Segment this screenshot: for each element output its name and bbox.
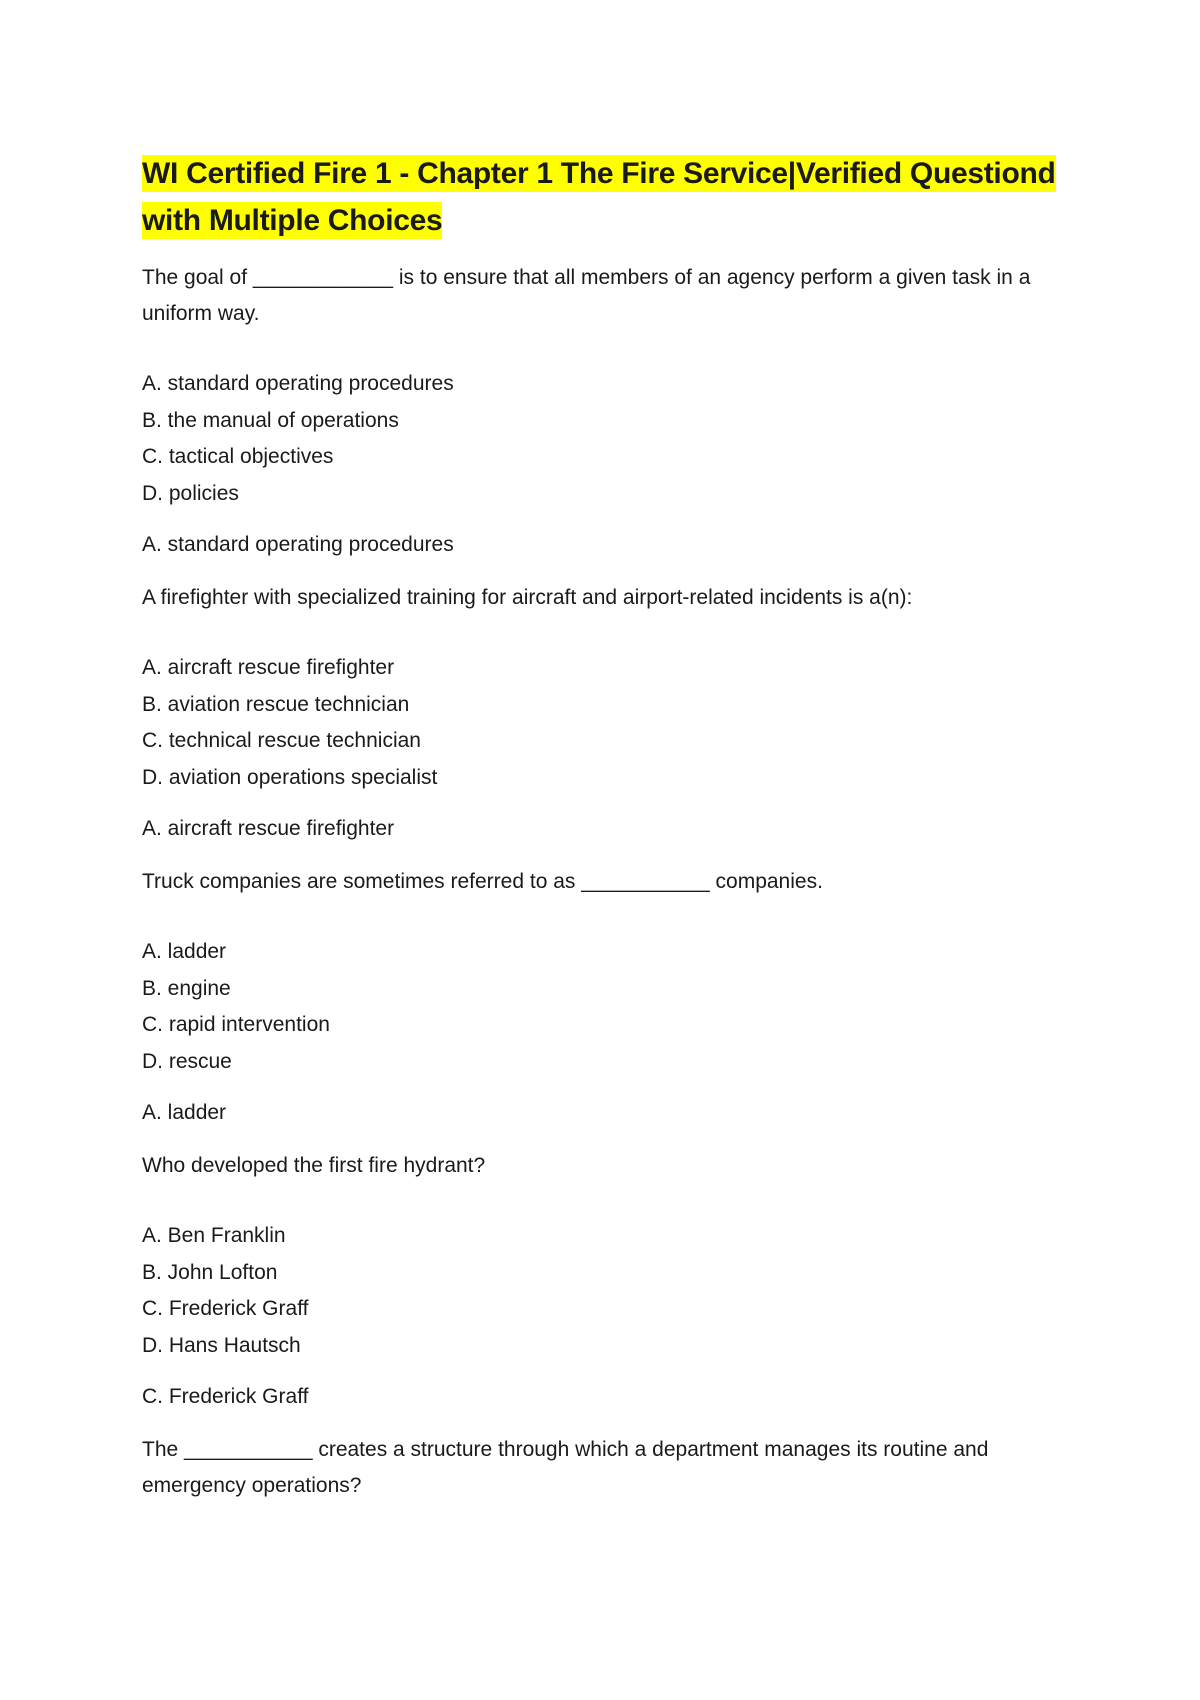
document-page xyxy=(142,150,1062,1504)
option-item: C. technical rescue technician xyxy=(142,729,421,752)
answer-text: A. standard operating procedures xyxy=(142,533,454,556)
question-text: Who developed the first fire hydrant? xyxy=(142,1154,486,1177)
option-item: A. aircraft rescue firefighter xyxy=(142,656,395,679)
option-item: B. the manual of operations xyxy=(142,408,399,432)
options-list xyxy=(142,934,1062,1080)
question-block xyxy=(142,260,1062,563)
option-item: D. aviation operations specialist xyxy=(142,765,438,789)
option-item: B. aviation rescue technician xyxy=(142,692,410,716)
question-text: A firefighter with specialized training for aircraft and airport-related incidents is a(n): xyxy=(142,586,913,609)
option-item: C. tactical objectives xyxy=(142,445,334,468)
answer-text: A. ladder xyxy=(142,1101,227,1124)
question-block xyxy=(142,864,1062,1131)
option-item: A. Ben Franklin xyxy=(142,1224,286,1247)
option-item: A. standard operating procedures xyxy=(142,372,454,395)
question-block xyxy=(142,1148,1062,1415)
option-item: B. John Lofton xyxy=(142,1260,278,1284)
question-text: The goal of ____________ is to ensure that all members of an agency perform a given task in a uniform way. xyxy=(142,266,1031,325)
answer-text: C. Frederick Graff xyxy=(142,1385,309,1408)
options-list xyxy=(142,650,1062,796)
option-item: C. Frederick Graff xyxy=(142,1297,309,1320)
question-block xyxy=(142,1432,1062,1504)
option-item: B. engine xyxy=(142,976,231,1000)
question-text: Truck companies are sometimes referred to as ___________ companies. xyxy=(142,870,823,893)
document-title xyxy=(142,150,1062,244)
option-item: C. rapid intervention xyxy=(142,1013,330,1036)
options-list xyxy=(142,1218,1062,1364)
option-item: D. policies xyxy=(142,481,239,505)
options-list xyxy=(142,366,1062,512)
option-item: D. rescue xyxy=(142,1049,232,1073)
document-title-highlight: WI Certified Fire 1 - Chapter 1 The Fire Service|Verified Questiond with Multiple Choices xyxy=(142,157,1056,237)
option-item: A. ladder xyxy=(142,940,227,963)
question-block xyxy=(142,580,1062,847)
option-item: D. Hans Hautsch xyxy=(142,1333,301,1357)
question-text: The ___________ creates a structure through which a department manages its routine and emergency operations? xyxy=(142,1438,989,1497)
answer-text: A. aircraft rescue firefighter xyxy=(142,817,395,840)
